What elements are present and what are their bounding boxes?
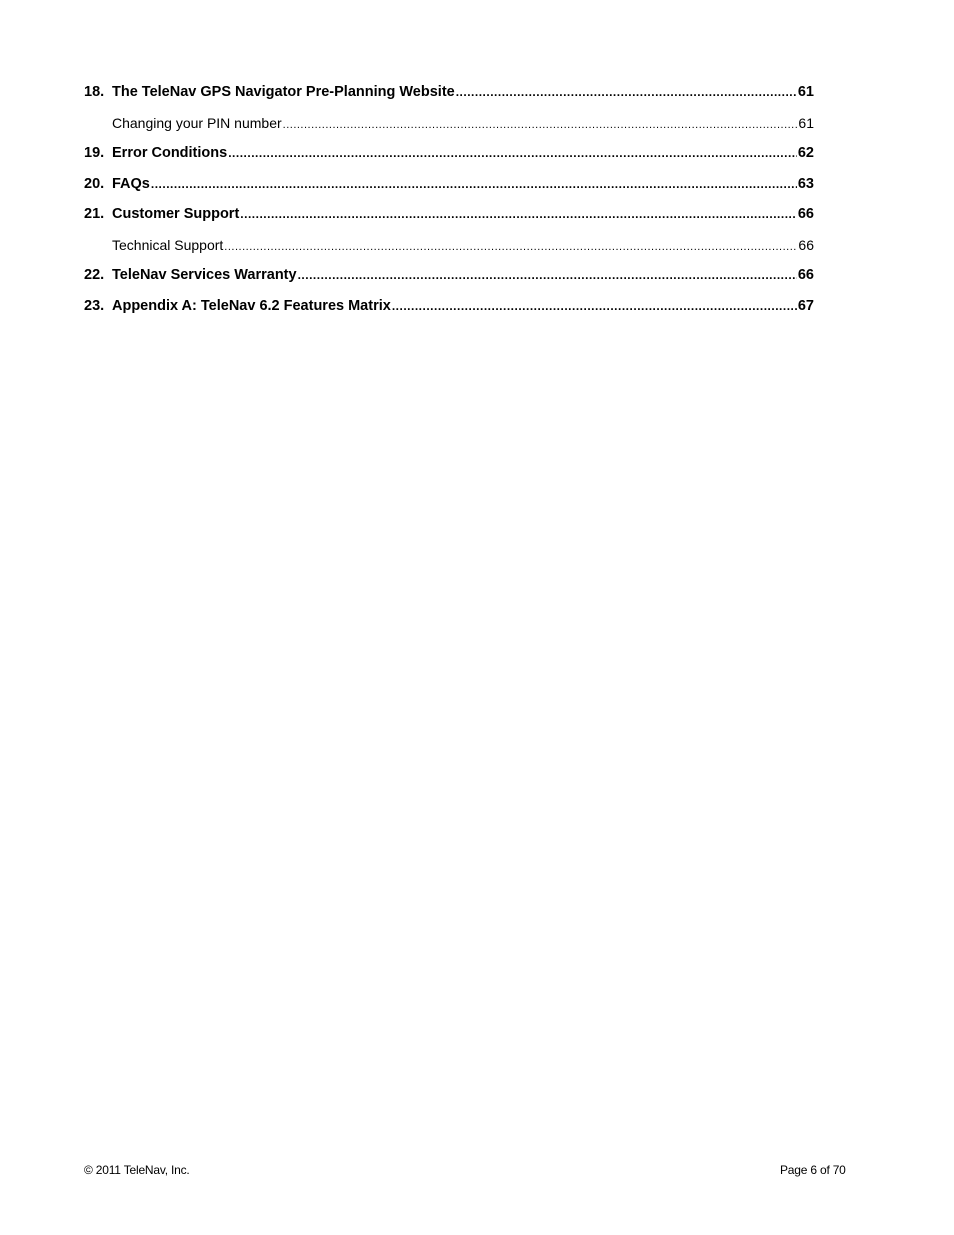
toc-dot-leader	[228, 143, 797, 163]
toc-entry-19[interactable]	[84, 143, 814, 174]
toc-entry-22[interactable]	[84, 265, 814, 296]
toc-entry-title: Appendix A: TeleNav 6.2 Features Matrix	[112, 297, 391, 314]
toc-entry-title: The TeleNav GPS Navigator Pre-Planning Website	[112, 84, 455, 100]
toc-entry-page: 66	[797, 267, 814, 283]
toc-entry-number: 19.	[84, 145, 105, 161]
toc-entry-page: 66	[797, 206, 814, 222]
toc-entry-page: 67	[797, 297, 814, 314]
toc-entry-20[interactable]	[84, 174, 814, 205]
toc-dot-leader	[240, 204, 797, 224]
toc-entry-21[interactable]	[84, 204, 814, 235]
toc-entry-23[interactable]	[84, 296, 814, 327]
toc-dot-leader	[298, 265, 797, 285]
toc-dot-leader	[392, 296, 797, 316]
toc-dot-leader	[151, 174, 797, 194]
toc-entry-technical-support[interactable]	[84, 235, 814, 266]
toc-entry-title: Technical Support	[112, 236, 224, 253]
toc-entry-18[interactable]	[84, 82, 814, 113]
toc-entry-page: 63	[797, 175, 814, 192]
toc-dot-leader	[456, 82, 797, 102]
toc-entry-title: FAQs	[112, 175, 150, 192]
toc-entry-title: Error Conditions	[112, 145, 228, 161]
toc-entry-title: Changing your PIN number	[112, 114, 282, 131]
toc-entry-page: 61	[798, 114, 814, 131]
toc-dot-leader	[283, 115, 798, 135]
toc-entry-number: 18.	[84, 84, 105, 100]
toc-entry-changing-pin[interactable]	[84, 113, 814, 144]
footer-page-number: Page 6 of 70	[780, 1163, 846, 1177]
toc-entry-number: 22.	[84, 267, 105, 283]
toc-entry-page: 62	[797, 145, 814, 161]
toc-entry-title: Customer Support	[112, 206, 240, 222]
toc-entry-page: 66	[798, 236, 814, 253]
footer-copyright: © 2011 TeleNav, Inc.	[84, 1163, 190, 1177]
toc-entry-page: 61	[797, 84, 814, 100]
toc-entry-number: 23.	[84, 297, 105, 314]
toc-entry-number: 21.	[84, 206, 105, 222]
toc-dot-leader	[224, 237, 797, 257]
toc-entry-number: 20.	[84, 175, 105, 192]
table-of-contents	[84, 82, 814, 326]
toc-entry-title: TeleNav Services Warranty	[112, 267, 297, 283]
